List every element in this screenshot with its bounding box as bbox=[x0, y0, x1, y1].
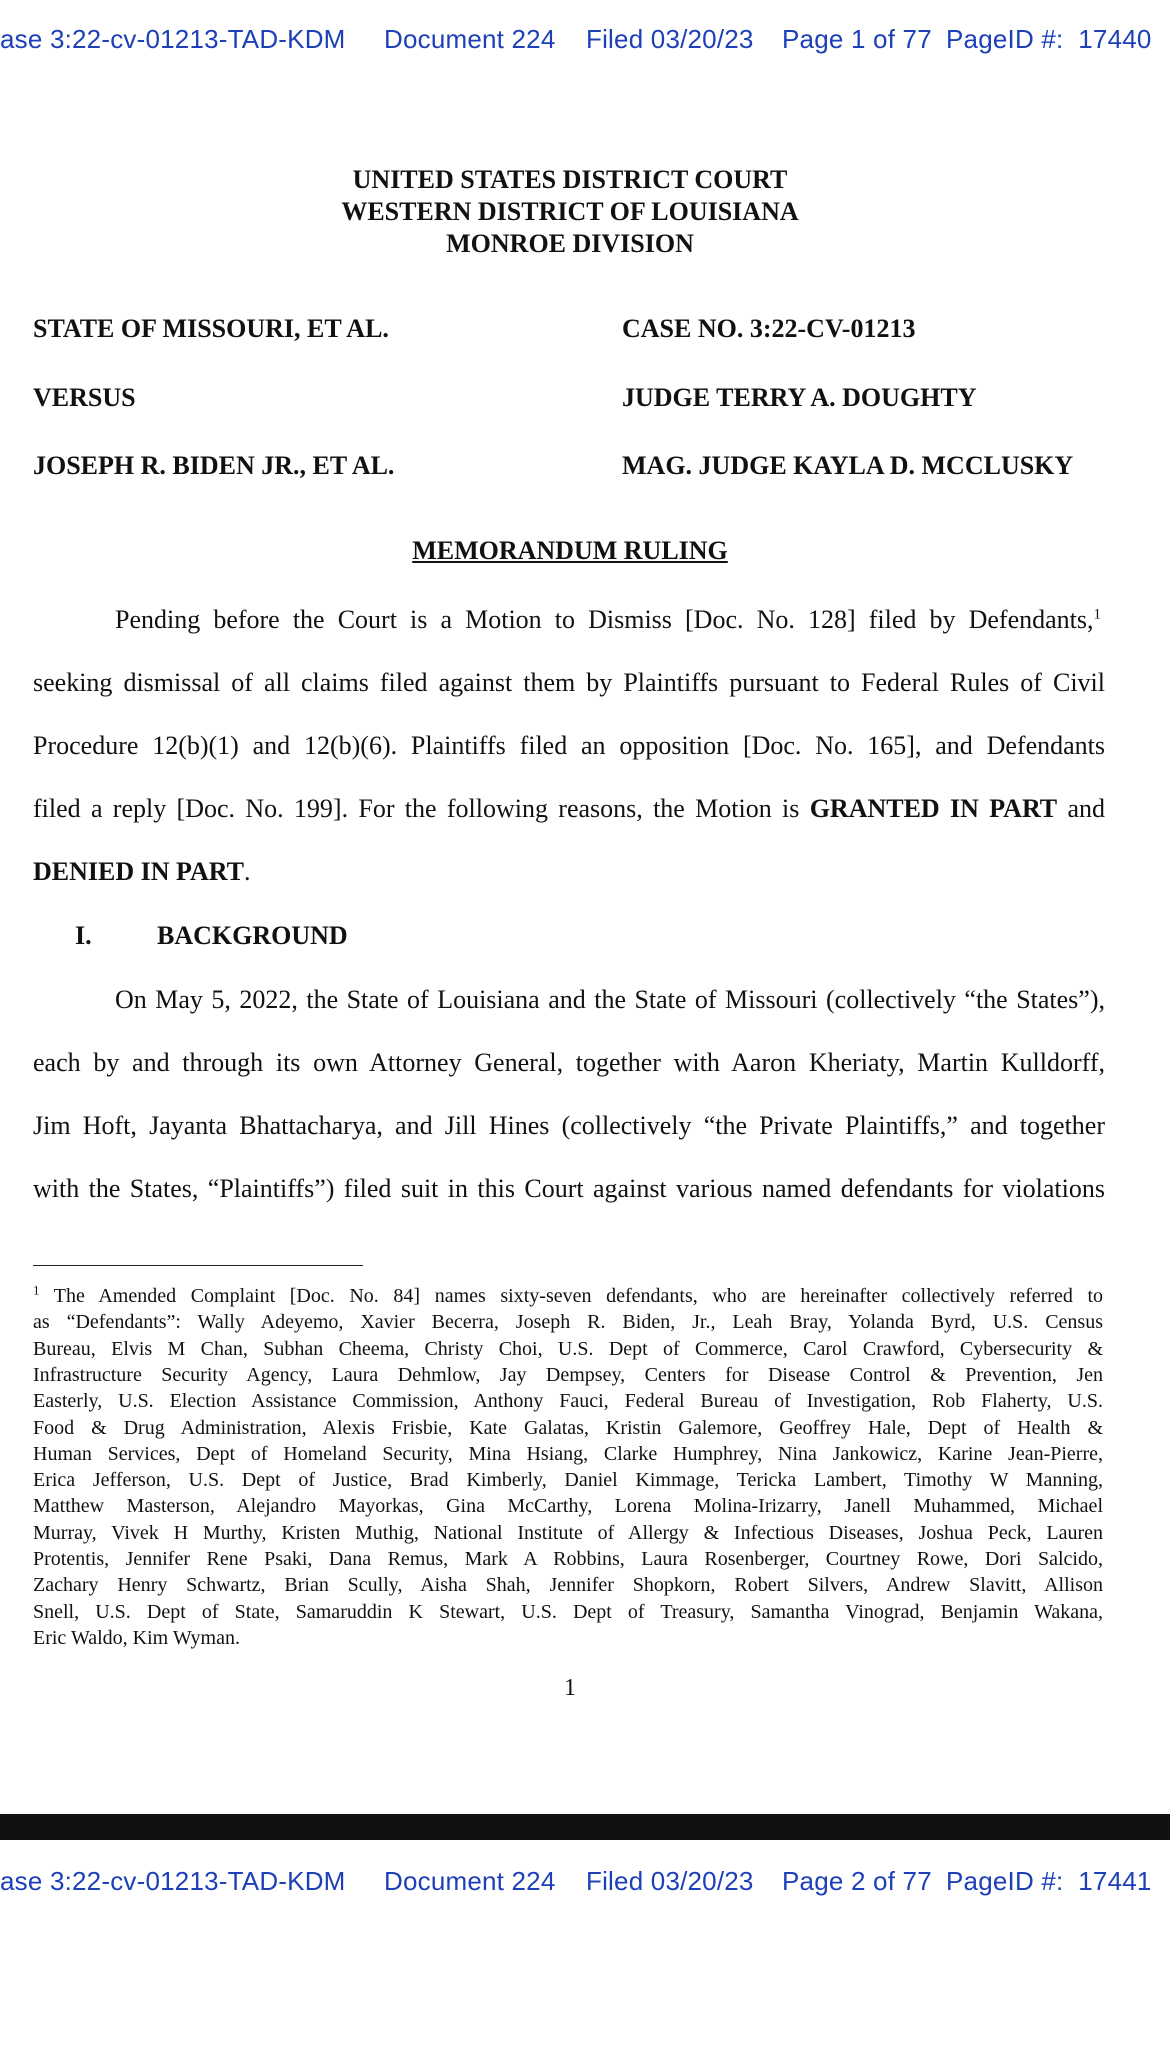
intro-line-2: seeking dismissal of all claims filed against them by Plaintiffs pursuant to Federal Rules of Civil bbox=[33, 668, 1105, 697]
background-line-2: each by and through its own Attorney General, together with Aaron Kheriaty, Martin Kulldorff, bbox=[33, 1048, 1105, 1077]
defendant-caption: JOSEPH R. BIDEN JR., ET AL. bbox=[33, 451, 395, 480]
section-heading: BACKGROUND bbox=[157, 921, 348, 950]
intro-line-4: filed a reply [Doc. No. 199]. For the following reasons, the Motion is GRANTED IN PART and bbox=[33, 794, 1106, 823]
header-case-number: ase 3:22-cv-01213-TAD-KDM bbox=[0, 1866, 346, 1896]
intro-line-3: Procedure 12(b)(1) and 12(b)(6). Plaintiffs filed an opposition [Doc. No. 165], and Defendants bbox=[33, 731, 1105, 760]
intro-line-5: DENIED IN PART. bbox=[33, 857, 251, 886]
ecf-header-page-1 bbox=[0, 24, 1170, 64]
page-break-divider bbox=[0, 1814, 1170, 1840]
plaintiff-caption: STATE OF MISSOURI, ET AL. bbox=[33, 314, 389, 343]
header-pageid: PageID #: 17440 bbox=[946, 24, 1152, 54]
footnote-line: $^1$ The Amended Complaint [Doc. No. 84] names sixty-seven defendants, who are hereinafter collectively referred to bbox=[33, 1282, 1103, 1307]
header-case-number: ase 3:22-cv-01213-TAD-KDM bbox=[0, 24, 346, 54]
footnote-line: Infrastructure Security Agency, Laura Dehmlow, Jay Dempsey, Centers for Disease Control & Prevention, Jen bbox=[33, 1363, 1103, 1386]
background-line-3: Jim Hoft, Jayanta Bhattacharya, and Jill Hines (collectively “the Private Plaintiffs,” and together bbox=[33, 1111, 1105, 1140]
court-division: MONROE DIVISION bbox=[446, 229, 694, 258]
footnote-line: Protentis, Jennifer Rene Psaki, Dana Remus, Mark A Robbins, Laura Rosenberger, Courtney Rowe, Dori Salcido, bbox=[33, 1548, 1103, 1570]
footnote-divider bbox=[33, 1265, 363, 1266]
footnote-line: Erica Jefferson, U.S. Dept of Justice, Brad Kimberly, Daniel Kimmage, Tericka Lambert, Timothy W Manning, bbox=[33, 1469, 1103, 1492]
footnote-line: Human Services, Dept of Homeland Security, Mina Hsiang, Clarke Humphrey, Nina Jankowicz, Karine Jean-Pierre, bbox=[33, 1442, 1103, 1465]
header-document: Document 224 bbox=[384, 1866, 556, 1896]
court-district: WESTERN DISTRICT OF LOUISIANA bbox=[341, 197, 799, 226]
intro-line-1: Pending before the Court is a Motion to Dismiss [Doc. No. 128] filed by Defendants,$^1$ bbox=[115, 605, 1101, 634]
footnote-line: Easterly, U.S. Election Assistance Commission, Anthony Fauci, Federal Bureau of Investigation, Rob Flaherty, U.S. bbox=[33, 1390, 1103, 1413]
section-number: I. bbox=[75, 921, 92, 950]
header-filed-date: Filed 03/20/23 bbox=[586, 24, 754, 54]
footnote-line: Snell, U.S. Dept of State, Samaruddin K Stewart, U.S. Dept of Treasury, Samantha Vinograd, Benjamin Wakana, bbox=[33, 1600, 1103, 1623]
header-page: Page 1 of 77 bbox=[782, 24, 932, 54]
background-line-4: with the States, “Plaintiffs”) filed suit in this Court against various named defendants for violations bbox=[33, 1174, 1105, 1203]
judge-name: JUDGE TERRY A. DOUGHTY bbox=[622, 383, 977, 412]
versus-caption: VERSUS bbox=[33, 383, 136, 412]
footnote-mark: 1 bbox=[33, 1282, 40, 1298]
ecf-header-page-2 bbox=[0, 1866, 1170, 1906]
header-filed-date: Filed 03/20/23 bbox=[586, 1866, 754, 1896]
magistrate-judge-name: MAG. JUDGE KAYLA D. MCCLUSKY bbox=[622, 451, 1074, 480]
footnote-line: Eric Waldo, Kim Wyman. bbox=[33, 1626, 240, 1649]
document-title: MEMORANDUM RULING bbox=[412, 536, 728, 565]
footnote-1-reference[interactable]: 1 bbox=[1093, 606, 1101, 623]
denied-in-part: DENIED IN PART bbox=[33, 857, 244, 886]
footnote-line: Zachary Henry Schwartz, Brian Scully, Aisha Shah, Jennifer Shopkorn, Robert Silvers, Andrew Slavitt, Allison bbox=[33, 1574, 1103, 1597]
header-document: Document 224 bbox=[384, 24, 556, 54]
background-line-1: On May 5, 2022, the State of Louisiana and the State of Missouri (collectively “the States”), bbox=[115, 985, 1105, 1014]
footnote-line: Matthew Masterson, Alejandro Mayorkas, Gina McCarthy, Lorena Molina-Irizarry, Janell Muhammed, Michael bbox=[33, 1495, 1103, 1518]
footnote-line: Bureau, Elvis M Chan, Subhan Cheema, Christy Choi, U.S. Dept of Commerce, Carol Crawford, Cybersecurity & bbox=[33, 1337, 1103, 1360]
case-number: CASE NO. 3:22-CV-01213 bbox=[622, 314, 916, 343]
footnote-line: as “Defendants”: Wally Adeyemo, Xavier Becerra, Joseph R. Biden, Jr., Leah Bray, Yolanda Byrd, U.S. Census bbox=[33, 1311, 1103, 1334]
footnote-line: Murray, Vivek H Murthy, Kristen Muthig, National Institute of Allergy & Infectious Diseases, Joshua Peck, Lauren bbox=[33, 1521, 1103, 1544]
header-page: Page 2 of 77 bbox=[782, 1866, 932, 1896]
footnote-line: Food & Drug Administration, Alexis Frisbie, Kate Galatas, Kristin Galemore, Geoffrey Hale, Dept of Health & bbox=[33, 1416, 1103, 1439]
court-caption bbox=[0, 164, 1140, 260]
granted-in-part: GRANTED IN PART bbox=[809, 794, 1058, 823]
header-pageid: PageID #: 17441 bbox=[946, 1866, 1152, 1896]
court-name: UNITED STATES DISTRICT COURT bbox=[352, 165, 788, 194]
page-number: 1 bbox=[564, 1675, 576, 1701]
